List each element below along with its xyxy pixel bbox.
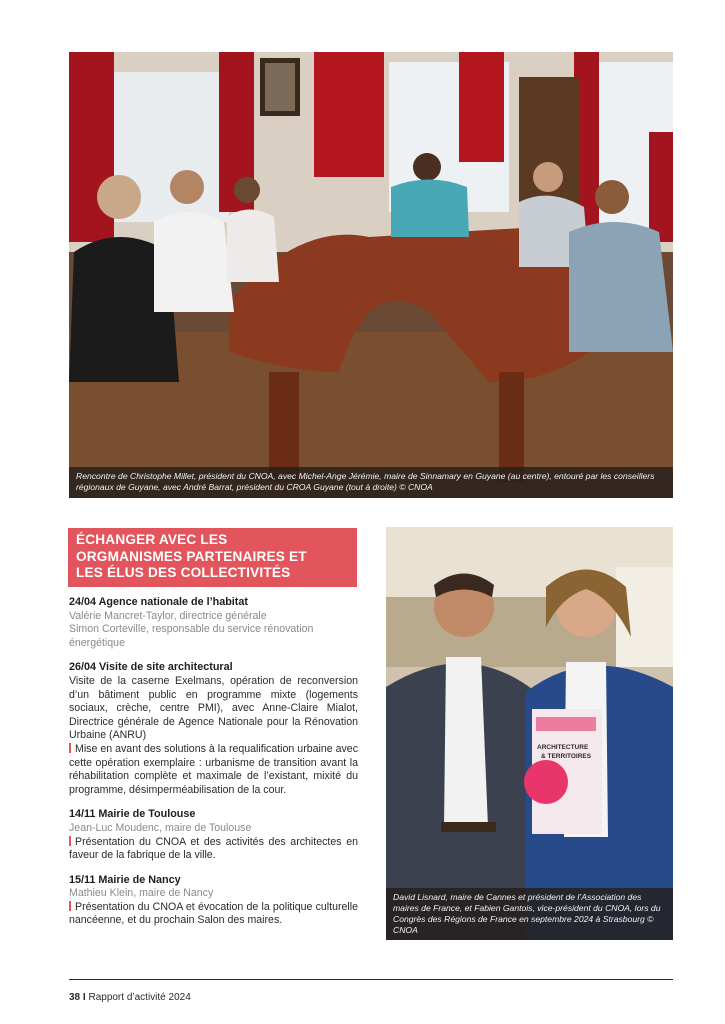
entry-text: Visite de la caserne Exelmans, opération de reconversion d’un bâtiment public en programme mixte (logements sociaux, crèche, centre PMI), avec Anne-Claire Mialot, Directrice générale de Agence Nationale pour la Rénovation Urbaine (ANRU) — [69, 674, 358, 742]
entry-attendee: Valérie Mancret-Taylor, directrice générale — [69, 609, 267, 622]
entry-heading: 15/11 Mairie de Nancy — [69, 873, 181, 886]
entry-highlight — [69, 743, 358, 797]
book-title-text: ARCHITECTURE — [537, 744, 589, 751]
meeting-photo — [69, 52, 673, 498]
meeting-entry — [69, 661, 358, 797]
entry-highlight — [69, 901, 358, 928]
entry-heading: 14/11 Mairie de Toulouse — [69, 808, 196, 821]
section-title-line: LES ÉLUS DES COLLECTIVITÉS — [76, 565, 291, 580]
footer-label: Rapport d’activité 2024 — [88, 992, 191, 1003]
accent-bar-icon — [69, 743, 71, 753]
entry-heading: 26/04 Visite de site architectural — [69, 661, 233, 674]
entry-highlight-text: Mise en avant des solutions à la requalification urbaine avec cette opération exemplaire : urbanisme de transition avant la réhabilitation complète et maximale de l’existant, mixité du programme, désimperméabilisation de la cour. — [69, 742, 358, 796]
accent-bar-icon — [69, 836, 71, 846]
meeting-entry — [69, 808, 358, 862]
congress-photo — [386, 527, 673, 940]
congress-photo-caption: David Lisnard, maire de Cannes et président de l’Association des maires de France, et Fabien Gantois, vice-président du CNOA, lors du Congrès des Régions de France en septembre 2024 à Strasbourg © CNOA — [386, 888, 673, 940]
meeting-photo-caption: Rencontre de Christophe Millet, président du CNOA, avec Michel-Ange Jérémie, maire de Sinnamary en Guyane (au centre), entouré par les conseillers régionaux de Guyane, avec André Barrat, président du CROA Guyane (tout à droite) © CNOA — [69, 467, 673, 498]
entry-heading: 24/04 Agence nationale de l’habitat — [69, 596, 249, 608]
entry-attendee: Simon Corteville, responsable du service rénovation énergétique — [69, 623, 314, 649]
entry-attendee: Mathieu Klein, maire de Nancy — [69, 887, 214, 900]
section-title-line: ORGMANISMES PARTENAIRES ET — [76, 548, 307, 564]
meeting-entry — [69, 596, 358, 650]
congress-photo-image — [386, 527, 673, 940]
meeting-photo-image — [69, 52, 673, 498]
section-title-line: ÉCHANGER AVEC LES — [76, 532, 228, 547]
footer-divider — [69, 979, 673, 980]
page-number: 38 — [69, 992, 81, 1003]
meetings-list — [69, 596, 358, 939]
footer-separator: I — [82, 992, 86, 1003]
accent-bar-icon — [69, 901, 71, 911]
entry-highlight — [69, 836, 358, 863]
entry-attendee: Jean-Luc Moudenc, maire de Toulouse — [69, 821, 252, 834]
entry-highlight-text: Présentation du CNOA et évocation de la politique culturelle nancéenne, et du prochain Salon des maires. — [69, 900, 358, 927]
book-title-text: & TERRITOIRES — [541, 753, 592, 760]
meeting-entry — [69, 874, 358, 928]
entry-highlight-text: Présentation du CNOA et des activités des architectes en faveur de la fabrique de la ville. — [69, 835, 358, 862]
page-footer — [69, 992, 191, 1003]
section-title — [68, 528, 357, 587]
